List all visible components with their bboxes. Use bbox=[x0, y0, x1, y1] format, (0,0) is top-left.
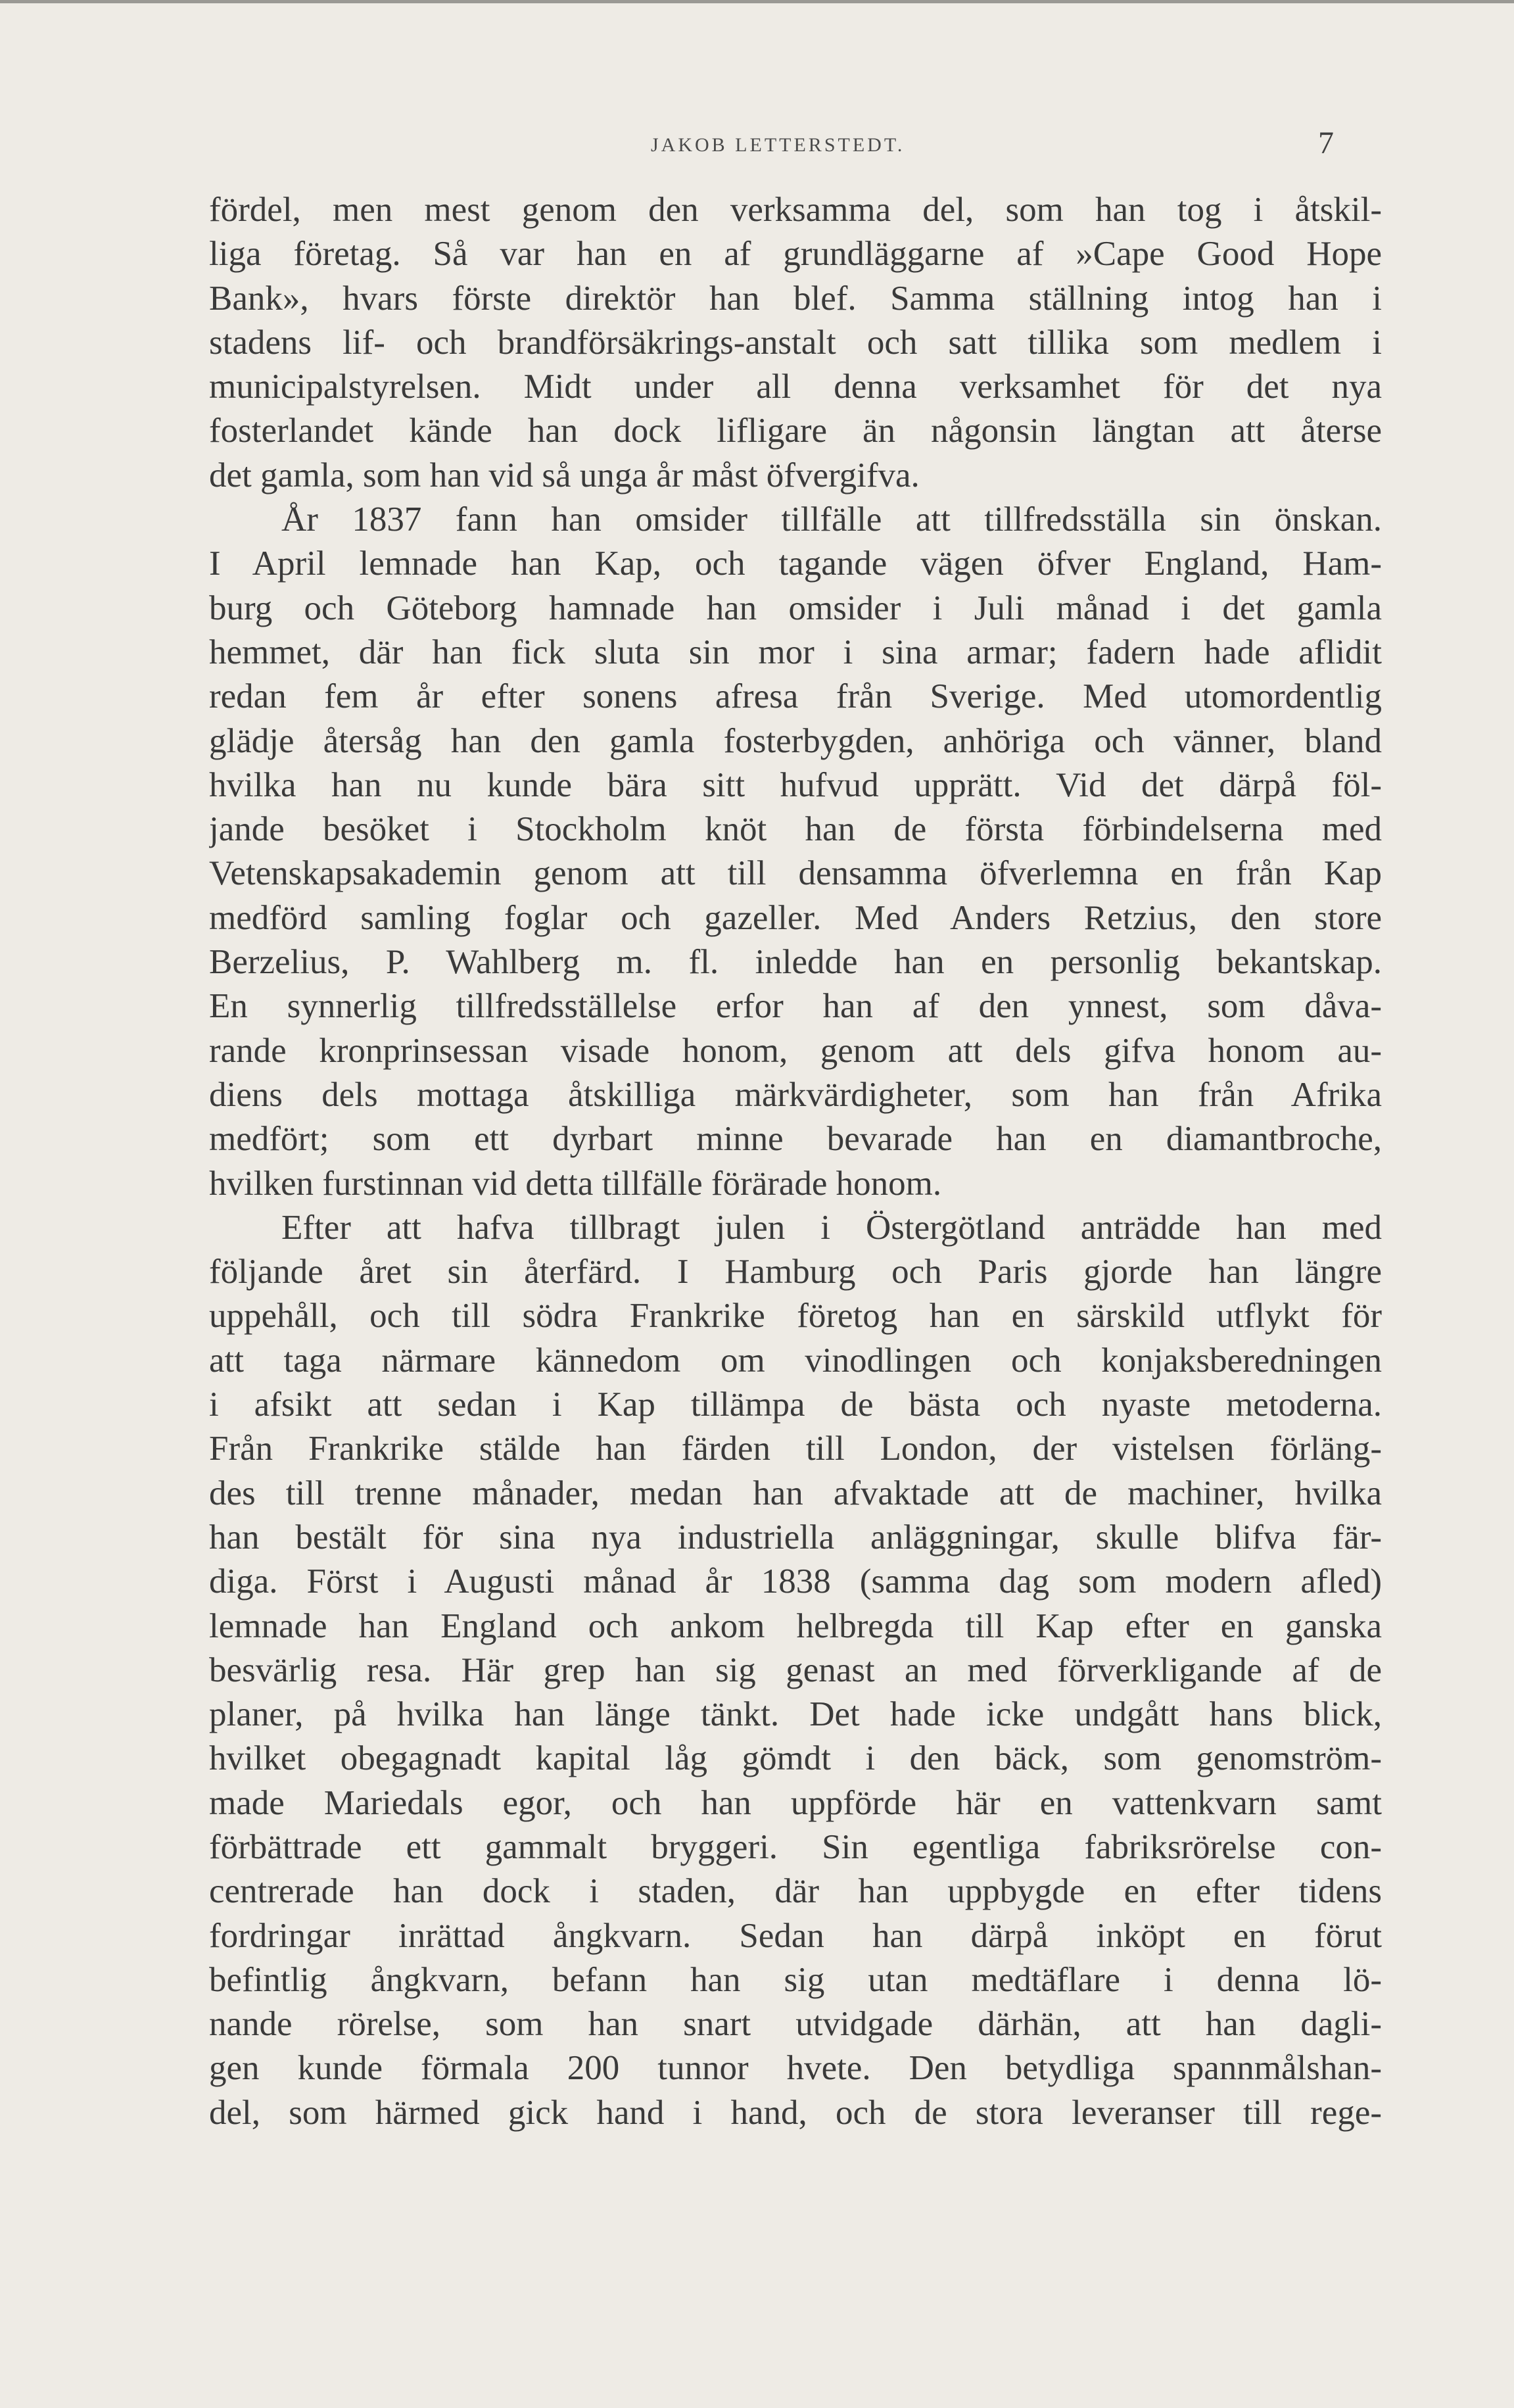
text-line: gen kunde förmala 200 tunnor hvete. Den betydliga spannmålshan- bbox=[209, 2049, 1382, 2088]
text-line: stadens lif- och brandförsäkrings-anstalt och satt tillika som medlem i bbox=[209, 323, 1382, 362]
text-line: hvilka han nu kunde bära sitt hufvud upprätt. Vid det därpå föl- bbox=[209, 765, 1382, 804]
text-line: det gamla, som han vid så unga år måst öfvergifva. bbox=[209, 456, 920, 494]
text-line: Från Frankrike stälde han färden till London, der vistelsen förläng- bbox=[209, 1430, 1382, 1468]
text-line: En synnerlig tillfredsställelse erfor han af den ynnest, som dåva- bbox=[209, 987, 1382, 1026]
text-line: befintlig ångkvarn, befann han sig utan medtäflare i denna lö- bbox=[209, 1960, 1382, 1999]
text-line: Berzelius, P. Wahlberg m. fl. inledde han en personlig bekantskap. bbox=[209, 943, 1382, 982]
page-top-edge bbox=[0, 0, 1514, 3]
text-line: diens dels mottaga åtskilliga märkvärdigheter, som han från Afrika bbox=[209, 1075, 1382, 1114]
text-line: År 1837 fann han omsider tillfälle att tillfredsställa sin önskan. bbox=[281, 500, 1382, 539]
text-line: hemmet, där han fick sluta sin mor i sina armar; fadern hade aflidit bbox=[209, 633, 1382, 671]
text-line: fosterlandet kände han dock lifligare än någonsin längtan att återse bbox=[209, 412, 1382, 450]
text-line: att taga närmare kännedom om vinodlingen och konjaksberedningen bbox=[209, 1341, 1382, 1380]
text-line: rande kronprinsessan visade honom, genom att dels gifva honom au- bbox=[209, 1031, 1382, 1070]
text-line: made Mariedals egor, och han uppförde här en vattenkvarn samt bbox=[209, 1783, 1382, 1822]
body-text bbox=[209, 188, 1382, 2135]
text-line: fordringar inrättad ångkvarn. Sedan han därpå inköpt en förut bbox=[209, 1916, 1382, 1955]
text-line: redan fem år efter sonens afresa från Sverige. Med utomordentlig bbox=[209, 677, 1382, 716]
text-line: centrerade han dock i staden, där han uppbygde en efter tidens bbox=[209, 1872, 1382, 1911]
text-line: medförd samling foglar och gazeller. Med Anders Retzius, den store bbox=[209, 898, 1382, 937]
text-line: förbättrade ett gammalt bryggeri. Sin egentliga fabriksrörelse con- bbox=[209, 1827, 1382, 1866]
text-line: fördel, men mest genom den verksamma del, som han tog i åtskil- bbox=[209, 191, 1382, 229]
text-line: del, som härmed gick hand i hand, och de stora leveranser till rege- bbox=[209, 2093, 1382, 2132]
text-line: Bank», hvars förste direktör han blef. Samma ställning intog han i bbox=[209, 279, 1382, 318]
text-line: hvilket obegagnadt kapital låg gömdt i den bäck, som genomström- bbox=[209, 1739, 1382, 1778]
running-header: JAKOB LETTERSTEDT. bbox=[651, 134, 905, 156]
text-line: liga företag. Så var han en af grundläggarne af »Cape Good Hope bbox=[209, 235, 1382, 274]
text-line: uppehåll, och till södra Frankrike företog han en särskild utflykt för bbox=[209, 1297, 1382, 1336]
text-line: följande året sin återfärd. I Hamburg och Paris gjorde han längre bbox=[209, 1253, 1382, 1291]
text-line: i afsikt att sedan i Kap tillämpa de bästa och nyaste metoderna. bbox=[209, 1385, 1382, 1424]
text-line: medfört; som ett dyrbart minne bevarade han en diamantbroche, bbox=[209, 1120, 1382, 1159]
text-line: nande rörelse, som han snart utvidgade därhän, att han dagli- bbox=[209, 2005, 1382, 2044]
text-line: municipalstyrelsen. Midt under all denna verksamhet för det nya bbox=[209, 368, 1382, 406]
page-number: 7 bbox=[1318, 126, 1334, 160]
text-line: lemnade han England och ankom helbregda till Kap efter en ganska bbox=[209, 1606, 1382, 1645]
text-line: glädje återsåg han den gamla fosterbygden, anhöriga och vänner, bland bbox=[209, 721, 1382, 760]
text-line: burg och Göteborg hamnade han omsider i Juli månad i det gamla bbox=[209, 589, 1382, 627]
text-line: besvärlig resa. Här grep han sig genast an med förverkligande af de bbox=[209, 1650, 1382, 1689]
text-line: planer, på hvilka han länge tänkt. Det hade icke undgått hans blick, bbox=[209, 1695, 1382, 1734]
text-line: Efter att hafva tillbragt julen i Östergötland anträdde han med bbox=[281, 1208, 1382, 1247]
text-line: Vetenskapsakademin genom att till densamma öfverlemna en från Kap bbox=[209, 854, 1382, 893]
text-line: I April lemnade han Kap, och tagande vägen öfver England, Ham- bbox=[209, 544, 1382, 583]
text-line: han bestält för sina nya industriella anläggningar, skulle blifva fär- bbox=[209, 1518, 1382, 1556]
text-line: hvilken furstinnan vid detta tillfälle förärade honom. bbox=[209, 1164, 942, 1203]
text-line: diga. Först i Augusti månad år 1838 (samma dag som modern afled) bbox=[209, 1562, 1382, 1601]
text-line: jande besöket i Stockholm knöt han de första förbindelserna med bbox=[209, 810, 1382, 849]
text-line: des till trenne månader, medan han afvaktade att de machiner, hvilka bbox=[209, 1474, 1382, 1512]
